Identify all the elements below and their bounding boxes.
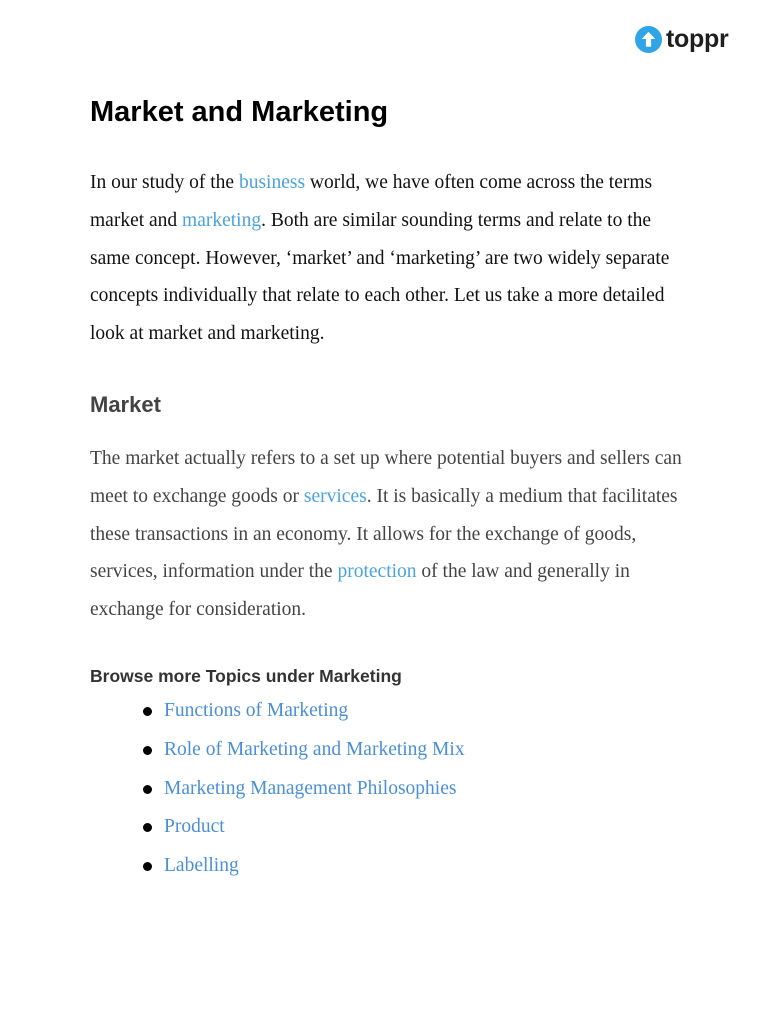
browse-topics-heading: Browse more Topics under Marketing bbox=[90, 666, 402, 686]
bullet-icon bbox=[143, 862, 152, 871]
marketing-link[interactable]: marketing bbox=[182, 209, 262, 231]
intro-paragraph bbox=[90, 164, 690, 353]
topic-list bbox=[140, 696, 465, 890]
market-heading: Market bbox=[90, 392, 161, 417]
topic-item bbox=[140, 812, 465, 851]
bullet-icon bbox=[143, 823, 152, 832]
intro-text: world, we have often come across the terms market and bbox=[90, 172, 653, 231]
market-text: of the law and generally in exchange for consideration. bbox=[90, 561, 630, 621]
business-link[interactable]: business bbox=[238, 172, 306, 193]
topic-link-functions-of-marketing[interactable]: Functions of Marketing bbox=[164, 700, 349, 721]
intro-text: In our study of the bbox=[90, 172, 239, 193]
topic-link-product[interactable]: Product bbox=[164, 816, 225, 838]
topic-link-labelling[interactable]: Labelling bbox=[164, 855, 239, 877]
topic-item bbox=[140, 774, 465, 813]
topic-item bbox=[140, 851, 465, 890]
bullet-icon bbox=[143, 785, 152, 794]
toppr-logo[interactable] bbox=[635, 26, 728, 53]
page-title: Market and Marketing bbox=[90, 96, 389, 128]
topic-link-role-of-marketing[interactable]: Role of Marketing and Marketing Mix bbox=[164, 738, 465, 760]
market-text: The market actually refers to a set up where potential buyers and sellers can meet to exchange goods or bbox=[90, 448, 682, 507]
intro-text: . Both are similar sounding terms and relate to the same concept. However, ‘market’ and ‘marketing’ are two widely separate concepts individually that relate to each other. Let us take a more detailed look at market and marketing. bbox=[90, 209, 670, 345]
market-text: . It is basically a medium that facilitates these transactions in an economy. It allows for the exchange of goods, services, information under the bbox=[90, 485, 678, 583]
topic-link-marketing-management-philosophies[interactable]: Marketing Management Philosophies bbox=[164, 777, 457, 799]
brand-name: toppr bbox=[666, 25, 729, 53]
bullet-icon bbox=[143, 707, 152, 716]
up-arrow-circle-icon bbox=[635, 26, 662, 53]
protection-link[interactable]: protection bbox=[337, 561, 417, 583]
bullet-icon bbox=[143, 746, 152, 755]
topic-item bbox=[140, 735, 465, 774]
services-link[interactable]: services bbox=[303, 485, 367, 507]
topic-item bbox=[140, 696, 465, 735]
market-paragraph bbox=[90, 440, 690, 629]
